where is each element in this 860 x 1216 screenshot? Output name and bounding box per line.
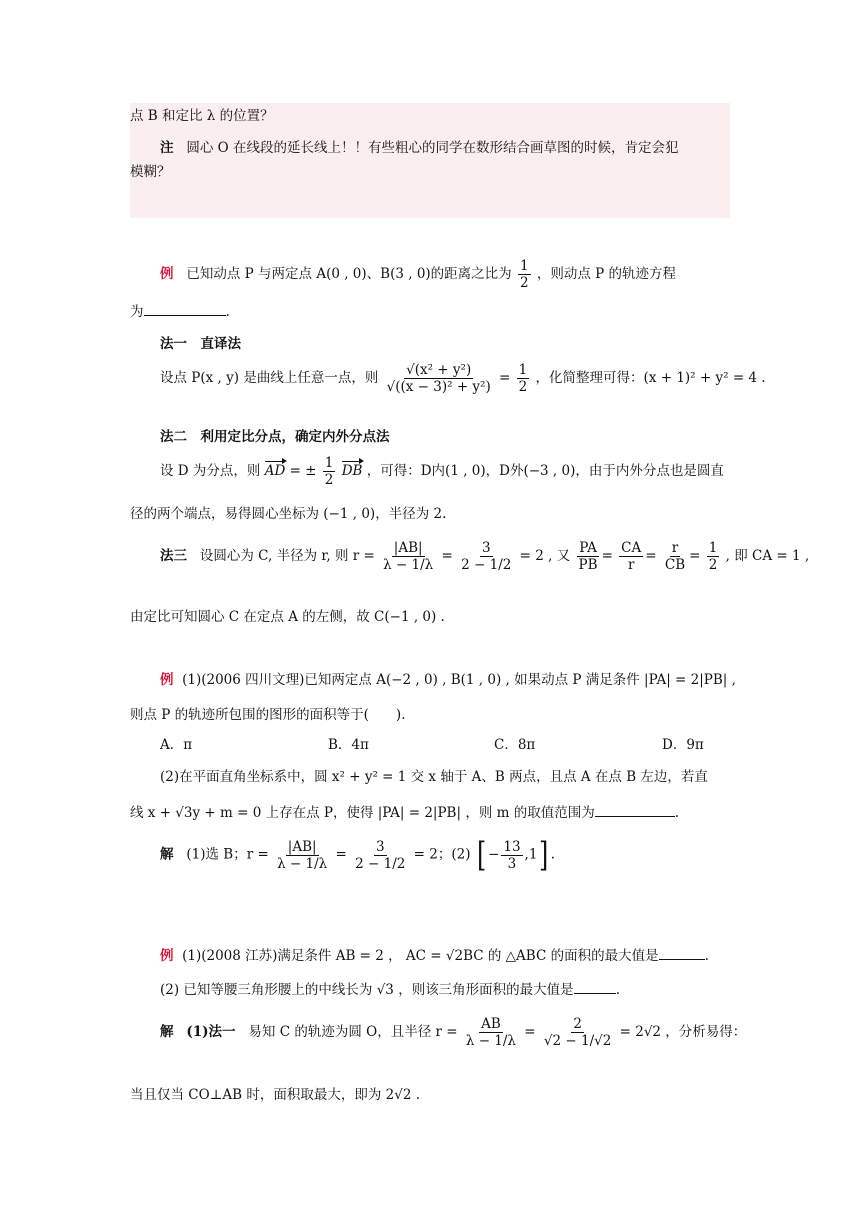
ex1-text-b: ，则动点 P 的轨迹方程 — [536, 266, 677, 282]
ex1-text-a: 已知动点 P 与两定点 A(0 , 0)、B(3 , 0)的距离之比为 — [186, 266, 512, 282]
ex2-part2-line2: 线 x + √3y + m = 0 上存在点 P，使得 |PA| = 2|PB| ，则 m 的取值范围为 . — [130, 801, 679, 821]
ex1-method3-line2: 由定比可知圆心 C 在定点 A 的左侧，故 C(−1 , 0) . — [130, 609, 445, 625]
ex1-method1: 设点 P(x , y) 是曲线上任意一点，则 $\frac{\text{√(x² + y²)}}{\text{√((x − 3)² + y²)}}$ = $\frac{1}{2}$ ，化简整理可得：(x + 1)² + y² = 4 . — [160, 362, 766, 395]
note-label: 注 — [160, 140, 174, 156]
note-line-2 — [160, 136, 679, 156]
note-line-1: 点 B 和定比 λ 的位置？ — [130, 108, 274, 124]
ex1-method2-line2: 径的两个端点，易得圆心坐标为 (−1 , 0)，半径为 2. — [130, 506, 447, 522]
option-a: A．π — [160, 737, 193, 753]
ex1-label: 例 — [160, 266, 174, 282]
ex1-question — [160, 258, 676, 291]
answer-blank — [144, 301, 226, 316]
ex2-part1-line2: 则点 P 的轨迹所包围的图形的面积等于( ). — [130, 707, 406, 723]
ex3-solution: 解 (1)法一 易知 C 的轨迹为圆 O，且半径 r = $\frac{AB}{\lambda - 1/\lambda}$ = $\frac{2}{√2 - 1/√2}$ = 2√2 ，分析易得： — [160, 1016, 747, 1049]
ex3-part1: 例 (1)(2008 江苏)满足条件 AB = 2 ， AC = √2BC 的 △ABC 的面积的最大值是 . — [160, 944, 709, 964]
answer-blank — [659, 945, 705, 960]
note-line-3: 模糊？ — [130, 164, 171, 180]
ex3-part2: (2) 已知等腰三角形腰上的中线长为 √3 ，则该三角形面积的最大值是 . — [160, 978, 620, 998]
option-d: D．9π — [662, 737, 704, 753]
ex1-method1-title: 法一 直译法 — [160, 336, 241, 352]
note-text: 圆心 O 在线段的延长线上！！有些粗心的同学在数形结合画草图的时候，肯定会犯 — [186, 140, 679, 156]
ex1-method3: 法三 设圆心为 C, 半径为 r, 则 r = $\frac{|AB|}{\lambda - 1/\lambda}$ = $\frac{3}{2 - 1/2}$ = 2 , 又 $\frac{PA}{PB}$ = $\frac{CA}{r}$ = $\frac{r}{CB}$ = $\frac{1}{2}$ , 即 CA = 1 , — [160, 540, 810, 573]
distance-ratio-fraction: $\frac{\text{√(x² + y²)}}{\text{√((x − 3)² + y²)}}$ — [386, 362, 491, 395]
ex2-part1: 例 (1)(2006 四川文理)已知两定点 A(−2 , 0) , B(1 , 0) , 如果动点 P 满足条件 |PA| = 2|PB| , — [160, 672, 736, 688]
answer-blank — [595, 802, 675, 817]
option-b: B．4π — [328, 737, 369, 753]
ratio-fraction: $\frac{1}{2}$ — [518, 362, 528, 395]
ex3-solution-line2: 当且仅当 CO⊥AB 时，面积取最大，即为 2√2 . — [130, 1087, 420, 1103]
ex1-method2-title: 法二 利用定比分点，确定内外分点法 — [160, 429, 390, 445]
answer-blank — [574, 979, 616, 994]
ex1-question-end: 为 . — [130, 300, 230, 320]
ex2-part2: (2)在平面直角坐标系中，圆 x² + y² = 1 交 x 轴于 A、B 两点，且点 A 在点 B 左边，若直 — [160, 769, 708, 785]
ex2-solution: 解 (1)选 B；r = $\frac{|AB|}{\lambda - 1/\lambda}$ = $\frac{3}{2 - 1/2}$ = 2；(2) [ − $\frac{13}{3}$ ,1] . — [160, 835, 555, 875]
ex1-method2: 设 D 为分点，则 AD = ± $\frac{1}{2}$ DB ，可得：D内(1 , 0)，D外(−3 , 0)，由于内外分点也是圆直 — [160, 455, 724, 488]
option-c: C．8π — [494, 737, 536, 753]
ex1-ratio: $\frac{1}{2}$ — [519, 258, 529, 291]
